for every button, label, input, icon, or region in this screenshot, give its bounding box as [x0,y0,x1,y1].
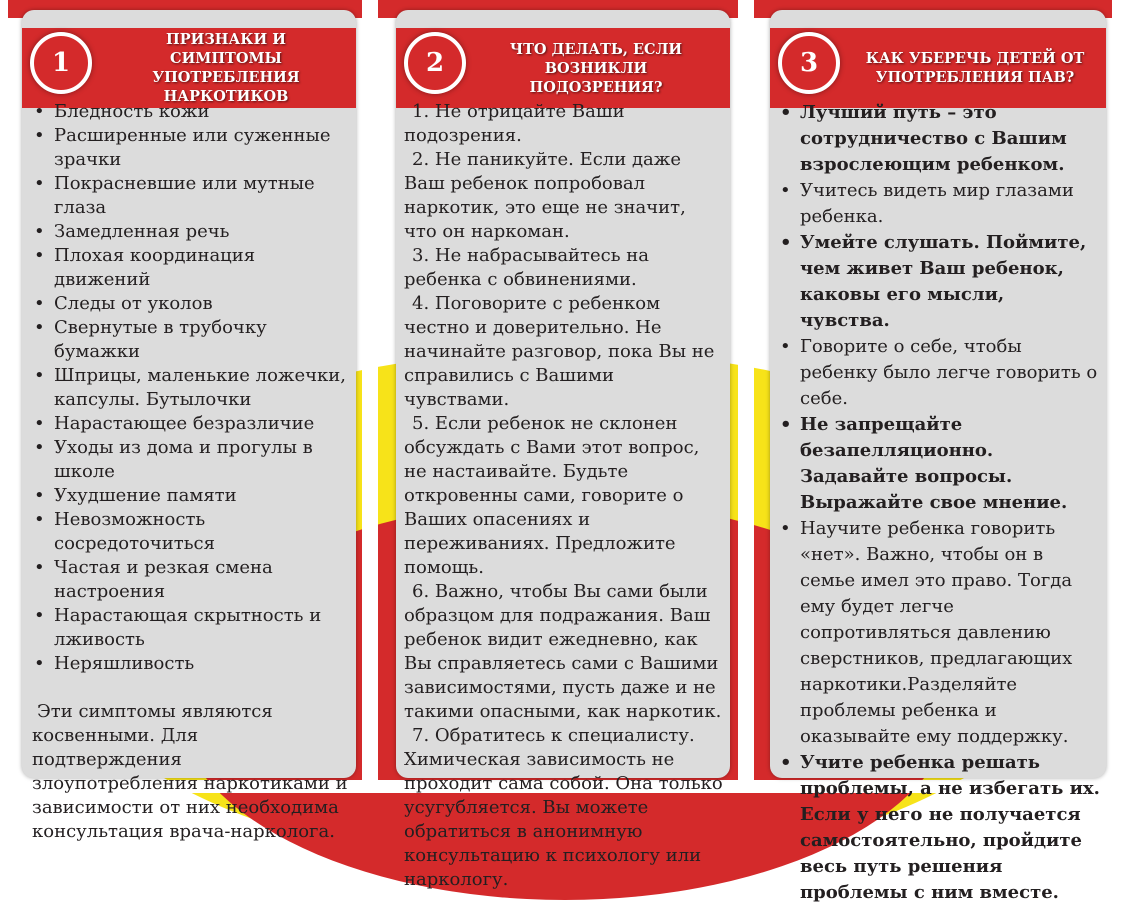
panel-title: ПРИЗНАКИ И СИМПТОМЫ УПОТРЕБЛЕНИЯ НАРКОТИКОВ [152,31,300,105]
list-item: 1. Не отрицайте Ваши подозрения. [404,101,625,146]
list-item: 5. Если ребенок не склонен обсуждать с Вами этот вопрос, не настаивайте. Будьте откровенны сами, говорите о Ваших опасениях и переживаниях. Предложите помощь. [404,413,700,578]
list-item: • Бледность кожи [28,100,348,124]
list-item: • Нарастающая скрытность и лживость [28,604,348,652]
panel-content [404,100,724,890]
list-item: 7. Обратитесь к специалисту. Химическая зависимость не проходит сама собой. Она только усугубляется. Вы можете обратиться в анонимную консультацию к психологу или наркологу. [404,725,723,890]
panel-number-badge: 2 [404,32,466,94]
list-item: • Говорите о себе, чтобы ребенку было легче говорить о себе. [774,334,1100,412]
list-item: • Учите ребенка решать проблемы, а не избегать их. Если у него не получается самостоятельно, пройдите весь путь решения проблемы с ним вместе. [774,750,1100,906]
list-item: • Ухудшение памяти [28,484,348,508]
panel-prevention [770,10,1106,903]
list-item: • Следы от уколов [28,292,348,316]
list-item: • Замедленная речь [28,220,348,244]
list-item: 3. Не набрасывайтесь на ребенка с обвинениями. [404,245,649,290]
list-item: • Не запрещайте безапелляционно. Задавайте вопросы. Выражайте свое мнение. [774,412,1100,516]
list-item: • Научите ребенка говорить «нет». Важно, чтобы он в семье имел это право. Тогда ему будет легче сопротивляться давлению сверстников, предлагающих наркотики.Разделяйте проблемы ребенка и оказывайте ему поддержку. [774,516,1100,750]
panel-title: ЧТО ДЕЛАТЬ, ЕСЛИ ВОЗНИКЛИ ПОДОЗРЕНИЯ? [509,40,683,96]
list-item: • Плохая координация движений [28,244,348,292]
list-item: • Умейте слушать. Поймите, чем живет Ваш ребенок, каковы его мысли, чувства. [774,230,1100,334]
list-item: • Неряшливость [28,652,348,676]
list-item: 4. Поговорите с ребенком честно и доверительно. Не начинайте разговор, пока Вы не справились с Вашими чувствами. [404,293,715,410]
panel-number-badge: 3 [778,32,840,94]
panel-content [774,100,1100,903]
list-item: • Свернутые в трубочку бумажки [28,316,348,364]
list-item: • Расширенные или суженные зрачки [28,124,348,172]
list-item: • Нарастающее безразличие [28,412,348,436]
advice-list [774,100,1100,906]
list-item: • Невозможность сосредоточиться [28,508,348,556]
list-item: • Покрасневшие или мутные глаза [28,172,348,220]
symptoms-note: Эти симптомы являются косвенными. Для подтверждения злоупотребления наркотиками и зависимости от них необходима консультация врача-нарколога. [32,701,348,842]
panel-content [28,100,348,842]
list-item: • Шприцы, маленькие ложечки, капсулы. Бутылочки [28,364,348,412]
list-item: • Уходы из дома и прогулы в школе [28,436,348,484]
list-item: 6. Важно, чтобы Вы сами были образцом для подражания. Ваш ребенок видит ежедневно, как Вы справляетесь сами с Вашими зависимостями, пусть даже и не такими опасными, как наркотик. [404,581,722,722]
list-item: • Частая и резкая смена настроения [28,556,348,604]
list-item: • Учитесь видеть мир глазами ребенка. [774,178,1100,230]
list-item: 2. Не паникуйте. Если даже Ваш ребенок попробовал наркотик, это еще не значит, что он наркоман. [404,149,686,242]
symptom-list [28,100,348,676]
panel-number-badge: 1 [30,32,92,94]
panel-title: КАК УБЕРЕЧЬ ДЕТЕЙ ОТ УПОТРЕБЛЕНИЯ ПАВ? [865,50,1085,86]
panel-suspicions [396,10,730,890]
panel-signs [22,10,356,842]
list-item: • Лучший путь – это сотрудничество с Вашим взрослеющим ребенком. [774,100,1100,178]
